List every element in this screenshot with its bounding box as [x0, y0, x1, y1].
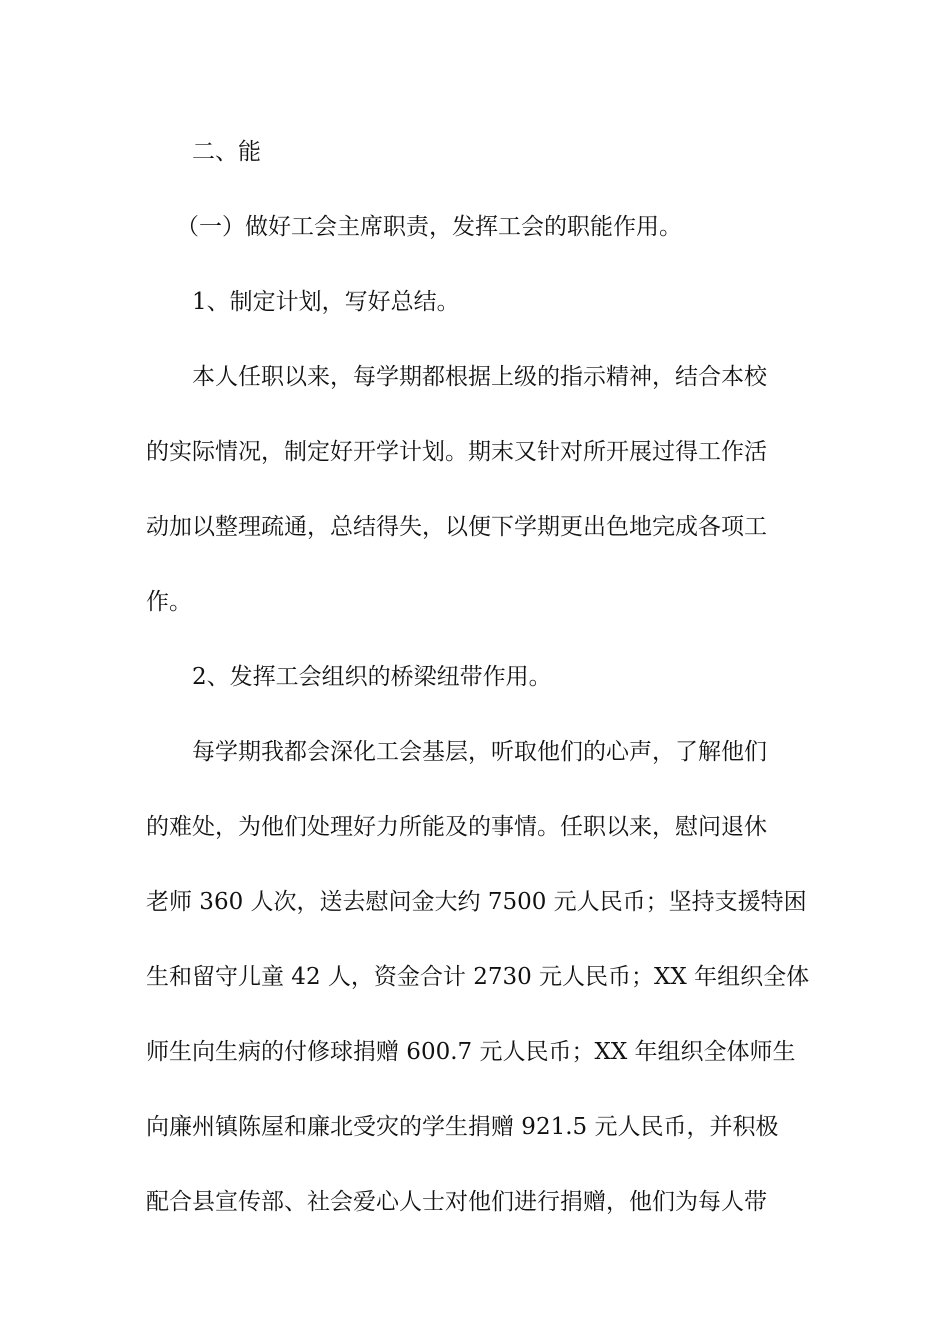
- paragraph-line: 动加以整理疏通，总结得失，以便下学期更出色地完成各项工: [146, 514, 767, 540]
- paragraph-line: 本人任职以来，每学期都根据上级的指示精神，结合本校: [192, 364, 767, 390]
- paragraph-line: 师生向生病的付修球捐赠 600.7 元人民币；XX 年组织全体师生: [146, 1039, 796, 1065]
- paragraph-line: 每学期我都会深化工会基层，听取他们的心声，了解他们: [192, 739, 767, 765]
- paragraph-line: 生和留守儿童 42 人，资金合计 2730 元人民币；XX 年组织全体: [146, 964, 810, 990]
- paragraph-line: 作。: [146, 589, 192, 615]
- section-heading: 二、能: [192, 139, 261, 165]
- item-heading-1: 1、制定计划，写好总结。: [192, 289, 460, 315]
- subsection-heading: （一）做好工会主席职责，发挥工会的职能作用。: [176, 214, 682, 240]
- paragraph-line: 配合县宣传部、社会爱心人士对他们进行捐赠，他们为每人带: [146, 1189, 767, 1215]
- item-heading-2: 2、发挥工会组织的桥梁纽带作用。: [192, 664, 552, 690]
- paragraph-line: 向廉州镇陈屋和廉北受灾的学生捐赠 921.5 元人民币，并积极: [146, 1114, 779, 1140]
- paragraph-line: 老师 360 人次，送去慰问金大约 7500 元人民币；坚持支援特困: [146, 889, 807, 915]
- paragraph-line: 的难处，为他们处理好力所能及的事情。任职以来，慰问退休: [146, 814, 767, 840]
- paragraph-line: 的实际情况，制定好开学计划。期末又针对所开展过得工作活: [146, 439, 767, 465]
